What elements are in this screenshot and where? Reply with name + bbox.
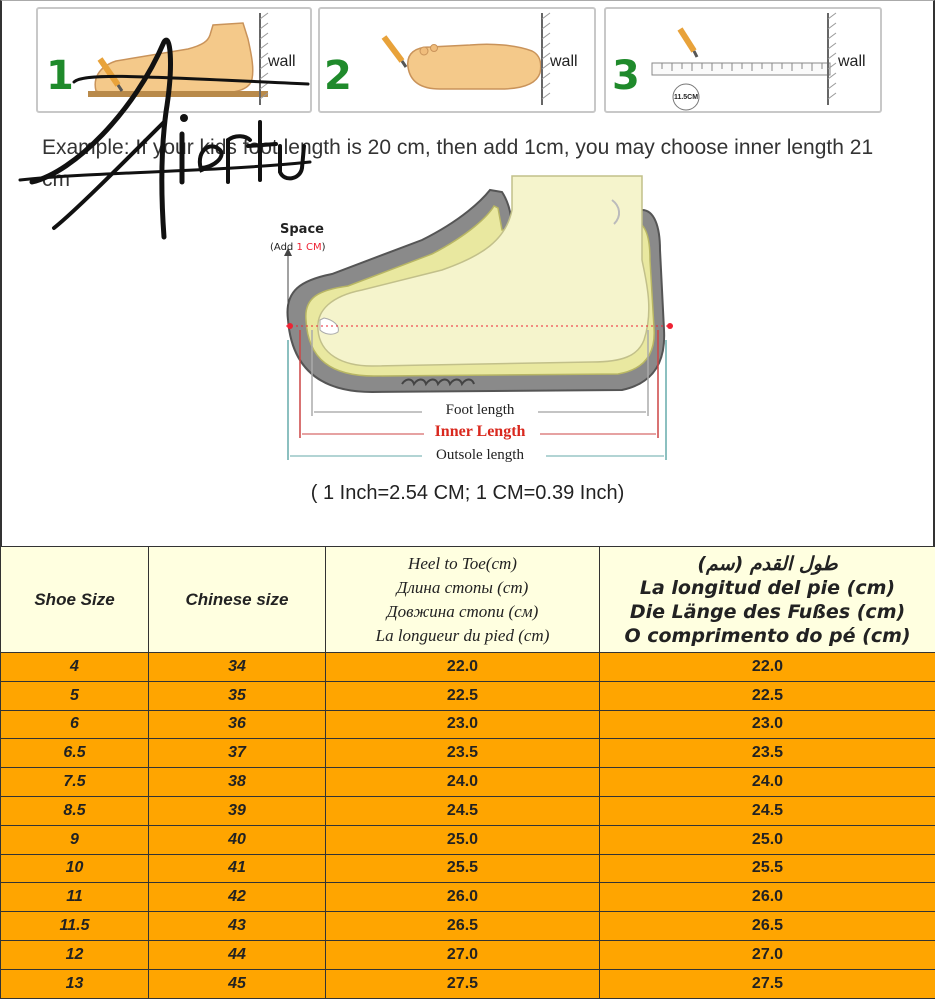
size-table-body: [1, 653, 935, 999]
cell-chinese-size: 35: [149, 681, 326, 710]
cell-shoe-size: 11: [1, 883, 149, 912]
cell-foot-length: 26.5: [600, 912, 935, 941]
space-label: Space: [280, 222, 324, 237]
header-line: La longueur du pied (cm): [375, 625, 550, 645]
outsole-length-label: Outsole length: [436, 447, 524, 463]
cell-shoe-size: 6: [1, 710, 149, 739]
cell-foot-length: 24.5: [600, 796, 935, 825]
cell-chinese-size: 43: [149, 912, 326, 941]
header-foot-length: [600, 547, 935, 653]
space-add-prefix: (Add: [270, 242, 297, 253]
cell-chinese-size: 34: [149, 653, 326, 682]
cell-foot-length: 26.0: [600, 883, 935, 912]
cell-heel-to-toe: 25.0: [326, 825, 600, 854]
header-shoe-size: Shoe Size: [1, 547, 149, 653]
cell-heel-to-toe: 25.5: [326, 854, 600, 883]
step-number: 1: [46, 53, 74, 99]
table-row: [1, 710, 935, 739]
cell-heel-to-toe: 23.5: [326, 739, 600, 768]
header-line: Heel to Toe(cm): [408, 553, 517, 573]
wall-label: wall: [268, 53, 296, 70]
pencil-icon: [680, 29, 697, 57]
unit-conversion-note: ( 1 Inch=2.54 CM; 1 CM=0.39 Inch): [310, 482, 625, 504]
cell-foot-length: 22.0: [600, 653, 935, 682]
cell-shoe-size: 4: [1, 653, 149, 682]
cell-heel-to-toe: 24.0: [326, 768, 600, 797]
cell-foot-length: 25.0: [600, 825, 935, 854]
header-chinese-size: Chinese size: [149, 547, 326, 653]
header-line: (طول القدم (سم: [697, 552, 838, 575]
cell-shoe-size: 5: [1, 681, 149, 710]
cell-chinese-size: 38: [149, 768, 326, 797]
foot-shoe-diagram: [262, 170, 702, 470]
step-2-panel: [318, 7, 596, 113]
table-row: [1, 653, 935, 682]
cell-shoe-size: 6.5: [1, 739, 149, 768]
table-row: [1, 681, 935, 710]
table-row: [1, 969, 935, 998]
wall-label: wall: [838, 53, 866, 70]
ruler-mark-label: 11.5CM: [673, 94, 699, 101]
space-add-note: [270, 242, 326, 253]
cell-foot-length: 23.5: [600, 739, 935, 768]
cell-shoe-size: 13: [1, 969, 149, 998]
wall-label: wall: [550, 53, 578, 70]
cell-chinese-size: 37: [149, 739, 326, 768]
header-line: Довжина стопи (см): [386, 601, 539, 621]
table-row: [1, 796, 935, 825]
cell-shoe-size: 9: [1, 825, 149, 854]
foot-length-label: Foot length: [445, 402, 515, 418]
header-line: O comprimento do pé (cm): [624, 624, 911, 647]
step-number: 2: [324, 53, 352, 99]
cell-foot-length: 24.0: [600, 768, 935, 797]
cell-chinese-size: 45: [149, 969, 326, 998]
header-line: Длина стопы (cm): [396, 577, 529, 597]
table-row: [1, 883, 935, 912]
step-number: 3: [612, 53, 640, 99]
header-heel-to-toe: [326, 547, 600, 653]
cell-foot-length: 22.5: [600, 681, 935, 710]
step-3-panel: [604, 7, 882, 113]
table-header-row: [1, 547, 935, 653]
cell-chinese-size: 42: [149, 883, 326, 912]
cell-shoe-size: 11.5: [1, 912, 149, 941]
cell-chinese-size: 39: [149, 796, 326, 825]
cell-chinese-size: 40: [149, 825, 326, 854]
space-add-value: 1 CM: [296, 242, 322, 253]
cell-heel-to-toe: 24.5: [326, 796, 600, 825]
cell-heel-to-toe: 26.5: [326, 912, 600, 941]
cell-chinese-size: 41: [149, 854, 326, 883]
table-row: [1, 912, 935, 941]
cell-heel-to-toe: 27.0: [326, 940, 600, 969]
cell-heel-to-toe: 26.0: [326, 883, 600, 912]
pencil-icon: [384, 37, 406, 67]
table-row: [1, 825, 935, 854]
example-instruction: Example: If your kids foot length is 20 cm, then add 1cm, you may choose inner length 21 cm: [42, 136, 874, 191]
table-row: [1, 854, 935, 883]
cell-foot-length: 23.0: [600, 710, 935, 739]
inner-length-label: Inner Length: [434, 423, 526, 440]
header-line: La longitud del pie (cm): [639, 576, 896, 599]
header-line: Die Länge des Fußes (cm): [629, 600, 906, 623]
size-table-container: [0, 546, 935, 1000]
cell-foot-length: 27.5: [600, 969, 935, 998]
table-row: [1, 768, 935, 797]
cell-heel-to-toe: 27.5: [326, 969, 600, 998]
cell-shoe-size: 12: [1, 940, 149, 969]
cell-chinese-size: 36: [149, 710, 326, 739]
size-table: [0, 546, 935, 999]
cell-heel-to-toe: 22.0: [326, 653, 600, 682]
table-row: [1, 739, 935, 768]
cell-foot-length: 25.5: [600, 854, 935, 883]
cell-heel-to-toe: 22.5: [326, 681, 600, 710]
table-row: [1, 940, 935, 969]
space-add-suffix: ): [321, 242, 326, 253]
cell-foot-length: 27.0: [600, 940, 935, 969]
cell-shoe-size: 8.5: [1, 796, 149, 825]
cell-shoe-size: 7.5: [1, 768, 149, 797]
cell-shoe-size: 10: [1, 854, 149, 883]
cell-chinese-size: 44: [149, 940, 326, 969]
cell-heel-to-toe: 23.0: [326, 710, 600, 739]
